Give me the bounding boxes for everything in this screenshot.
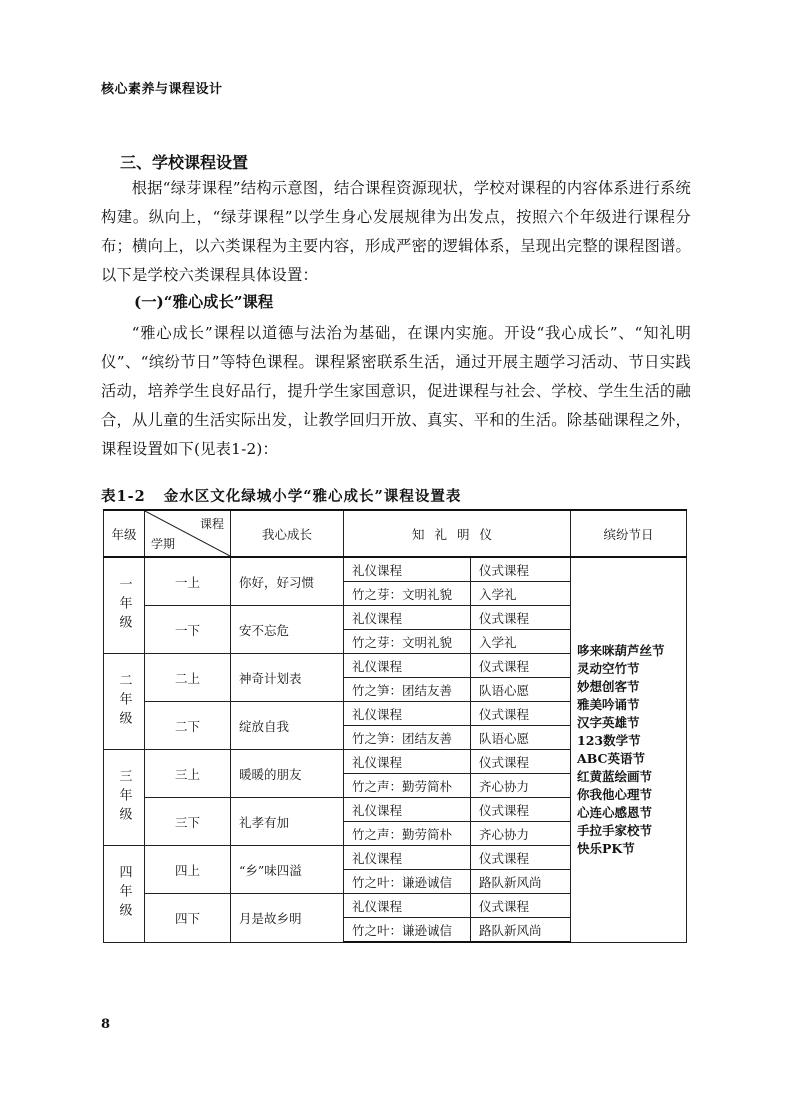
- festival-item: 手拉手家校节: [577, 822, 653, 838]
- table-caption: [101, 485, 461, 506]
- festival-item: 汉字英雄节: [577, 714, 640, 730]
- course-cell: 仪式课程: [471, 606, 571, 630]
- header-wo-xin: 我心成长: [231, 510, 344, 557]
- course-cell: 礼仪课程: [344, 750, 471, 774]
- course-cell: 礼仪课程: [344, 654, 471, 678]
- course-cell: 礼仪课程: [344, 846, 471, 870]
- subheading-yaxin: (一)“雅心成长”课程: [134, 293, 274, 311]
- festival-item: 快乐PK节: [577, 840, 635, 856]
- festival-item: 哆来咪葫芦丝节: [577, 642, 665, 658]
- term-cell: 二下: [145, 702, 231, 750]
- course-cell: 队语心愿: [471, 726, 571, 750]
- header-term: 学期: [151, 537, 176, 551]
- festival-item: 灵动空竹节: [577, 660, 640, 676]
- term-cell: 二上: [145, 654, 231, 702]
- course-cell: 仪式课程: [471, 750, 571, 774]
- header-diagonal-cell: [145, 510, 231, 557]
- wo-xin-cell: 绽放自我: [231, 702, 344, 750]
- term-cell: 四上: [145, 846, 231, 894]
- course-cell: 仪式课程: [471, 798, 571, 822]
- course-cell: 竹之笋：团结友善: [344, 726, 471, 750]
- grade-label: 二年级: [104, 654, 145, 750]
- festival-item: 红黄蓝绘画节: [577, 768, 653, 784]
- festival-item: 心连心感恩节: [577, 804, 653, 820]
- course-cell: 仪式课程: [471, 654, 571, 678]
- course-cell: 仪式课程: [471, 894, 571, 918]
- course-cell: 齐心协力: [471, 774, 571, 798]
- page-number: 8: [101, 1017, 111, 1032]
- course-cell: 队语心愿: [471, 678, 571, 702]
- wo-xin-cell: 暖暖的朋友: [231, 750, 344, 798]
- festival-item: ABC英语节: [577, 750, 645, 766]
- course-cell: 齐心协力: [471, 822, 571, 846]
- header-grade: 年级: [104, 510, 145, 557]
- term-cell: 一上: [145, 557, 231, 606]
- wo-xin-cell: 神奇计划表: [231, 654, 344, 702]
- wo-xin-cell: 月是故乡明: [231, 894, 344, 943]
- festival-item: 123数学节: [577, 732, 641, 748]
- paragraph-yaxin: “雅心成长”课程以道德与法治为基础，在课内实施。开设“我心成长”、“知礼明仪”、“缤纷节日”等特色课程。课程紧密联系生活，通过开展主题学习活动、节日实践活动，培养学生良好品行，提升学生家国意识，促进课程与社会、学校、学生生活的融合，从儿童的生活实际出发，让教学回归开放、真实、平和的生活。除基础课程之外，课程设置如下(见表1-2)：: [101, 324, 691, 458]
- course-table: [103, 509, 687, 943]
- course-cell: 礼仪课程: [344, 798, 471, 822]
- course-cell: 竹之芽：文明礼貌: [344, 630, 471, 654]
- course-cell: 入学礼: [471, 630, 571, 654]
- table-header-row: [104, 510, 687, 557]
- header-zhi-li: 知礼明仪: [344, 510, 571, 557]
- header-festival: 缤纷节日: [571, 510, 687, 557]
- course-cell: 竹之声：勤劳简朴: [344, 774, 471, 798]
- table-title: 金水区文化绿城小学“雅心成长”课程设置表: [163, 488, 462, 505]
- term-cell: 三上: [145, 750, 231, 798]
- festival-item: 你我他心理节: [577, 786, 653, 802]
- course-cell: 礼仪课程: [344, 894, 471, 918]
- table-row: [104, 557, 687, 582]
- wo-xin-cell: 礼孝有加: [231, 798, 344, 846]
- course-cell: 竹之叶：谦逊诚信: [344, 870, 471, 894]
- course-cell: 竹之叶：谦逊诚信: [344, 918, 471, 943]
- running-head: 核心素养与课程设计: [101, 82, 223, 97]
- festival-list: [571, 557, 687, 942]
- header-course: 课程: [199, 517, 224, 531]
- term-cell: 一下: [145, 606, 231, 654]
- wo-xin-cell: 你好，好习惯: [231, 557, 344, 606]
- course-cell: 路队新风尚: [471, 870, 571, 894]
- festival-item: 妙想创客节: [577, 678, 640, 694]
- grade-label: 三年级: [104, 750, 145, 846]
- term-cell: 三下: [145, 798, 231, 846]
- course-cell: 竹之声：勤劳简朴: [344, 822, 471, 846]
- course-cell: 仪式课程: [471, 702, 571, 726]
- course-cell: 仪式课程: [471, 557, 571, 582]
- course-cell: 礼仪课程: [344, 702, 471, 726]
- course-cell: 竹之笋：团结友善: [344, 678, 471, 702]
- section-heading: 三、学校课程设置: [120, 153, 249, 172]
- term-cell: 四下: [145, 894, 231, 943]
- course-cell: 仪式课程: [471, 846, 571, 870]
- course-cell: 路队新风尚: [471, 918, 571, 943]
- course-cell: 竹之芽：文明礼貌: [344, 582, 471, 606]
- grade-label: 一年级: [104, 557, 145, 654]
- grade-label: 四年级: [104, 846, 145, 943]
- course-cell: 入学礼: [471, 582, 571, 606]
- wo-xin-cell: 安不忘危: [231, 606, 344, 654]
- course-cell: 礼仪课程: [344, 557, 471, 582]
- festival-item: 雅美吟诵节: [577, 696, 640, 712]
- table-number: 表1-2: [101, 488, 146, 505]
- paragraph-structure: 根据“绿芽课程”结构示意图，结合课程资源现状，学校对课程的内容体系进行系统构建。纵向上，“绿芽课程”以学生身心发展规律为出发点，按照六个年级进行课程分布；横向上，以六类课程为主要内容，形成严密的逻辑体系，呈现出完整的课程图谱。以下是学校六类课程具体设置：: [101, 179, 691, 284]
- course-cell: 礼仪课程: [344, 606, 471, 630]
- wo-xin-cell: “乡”味四溢: [231, 846, 344, 894]
